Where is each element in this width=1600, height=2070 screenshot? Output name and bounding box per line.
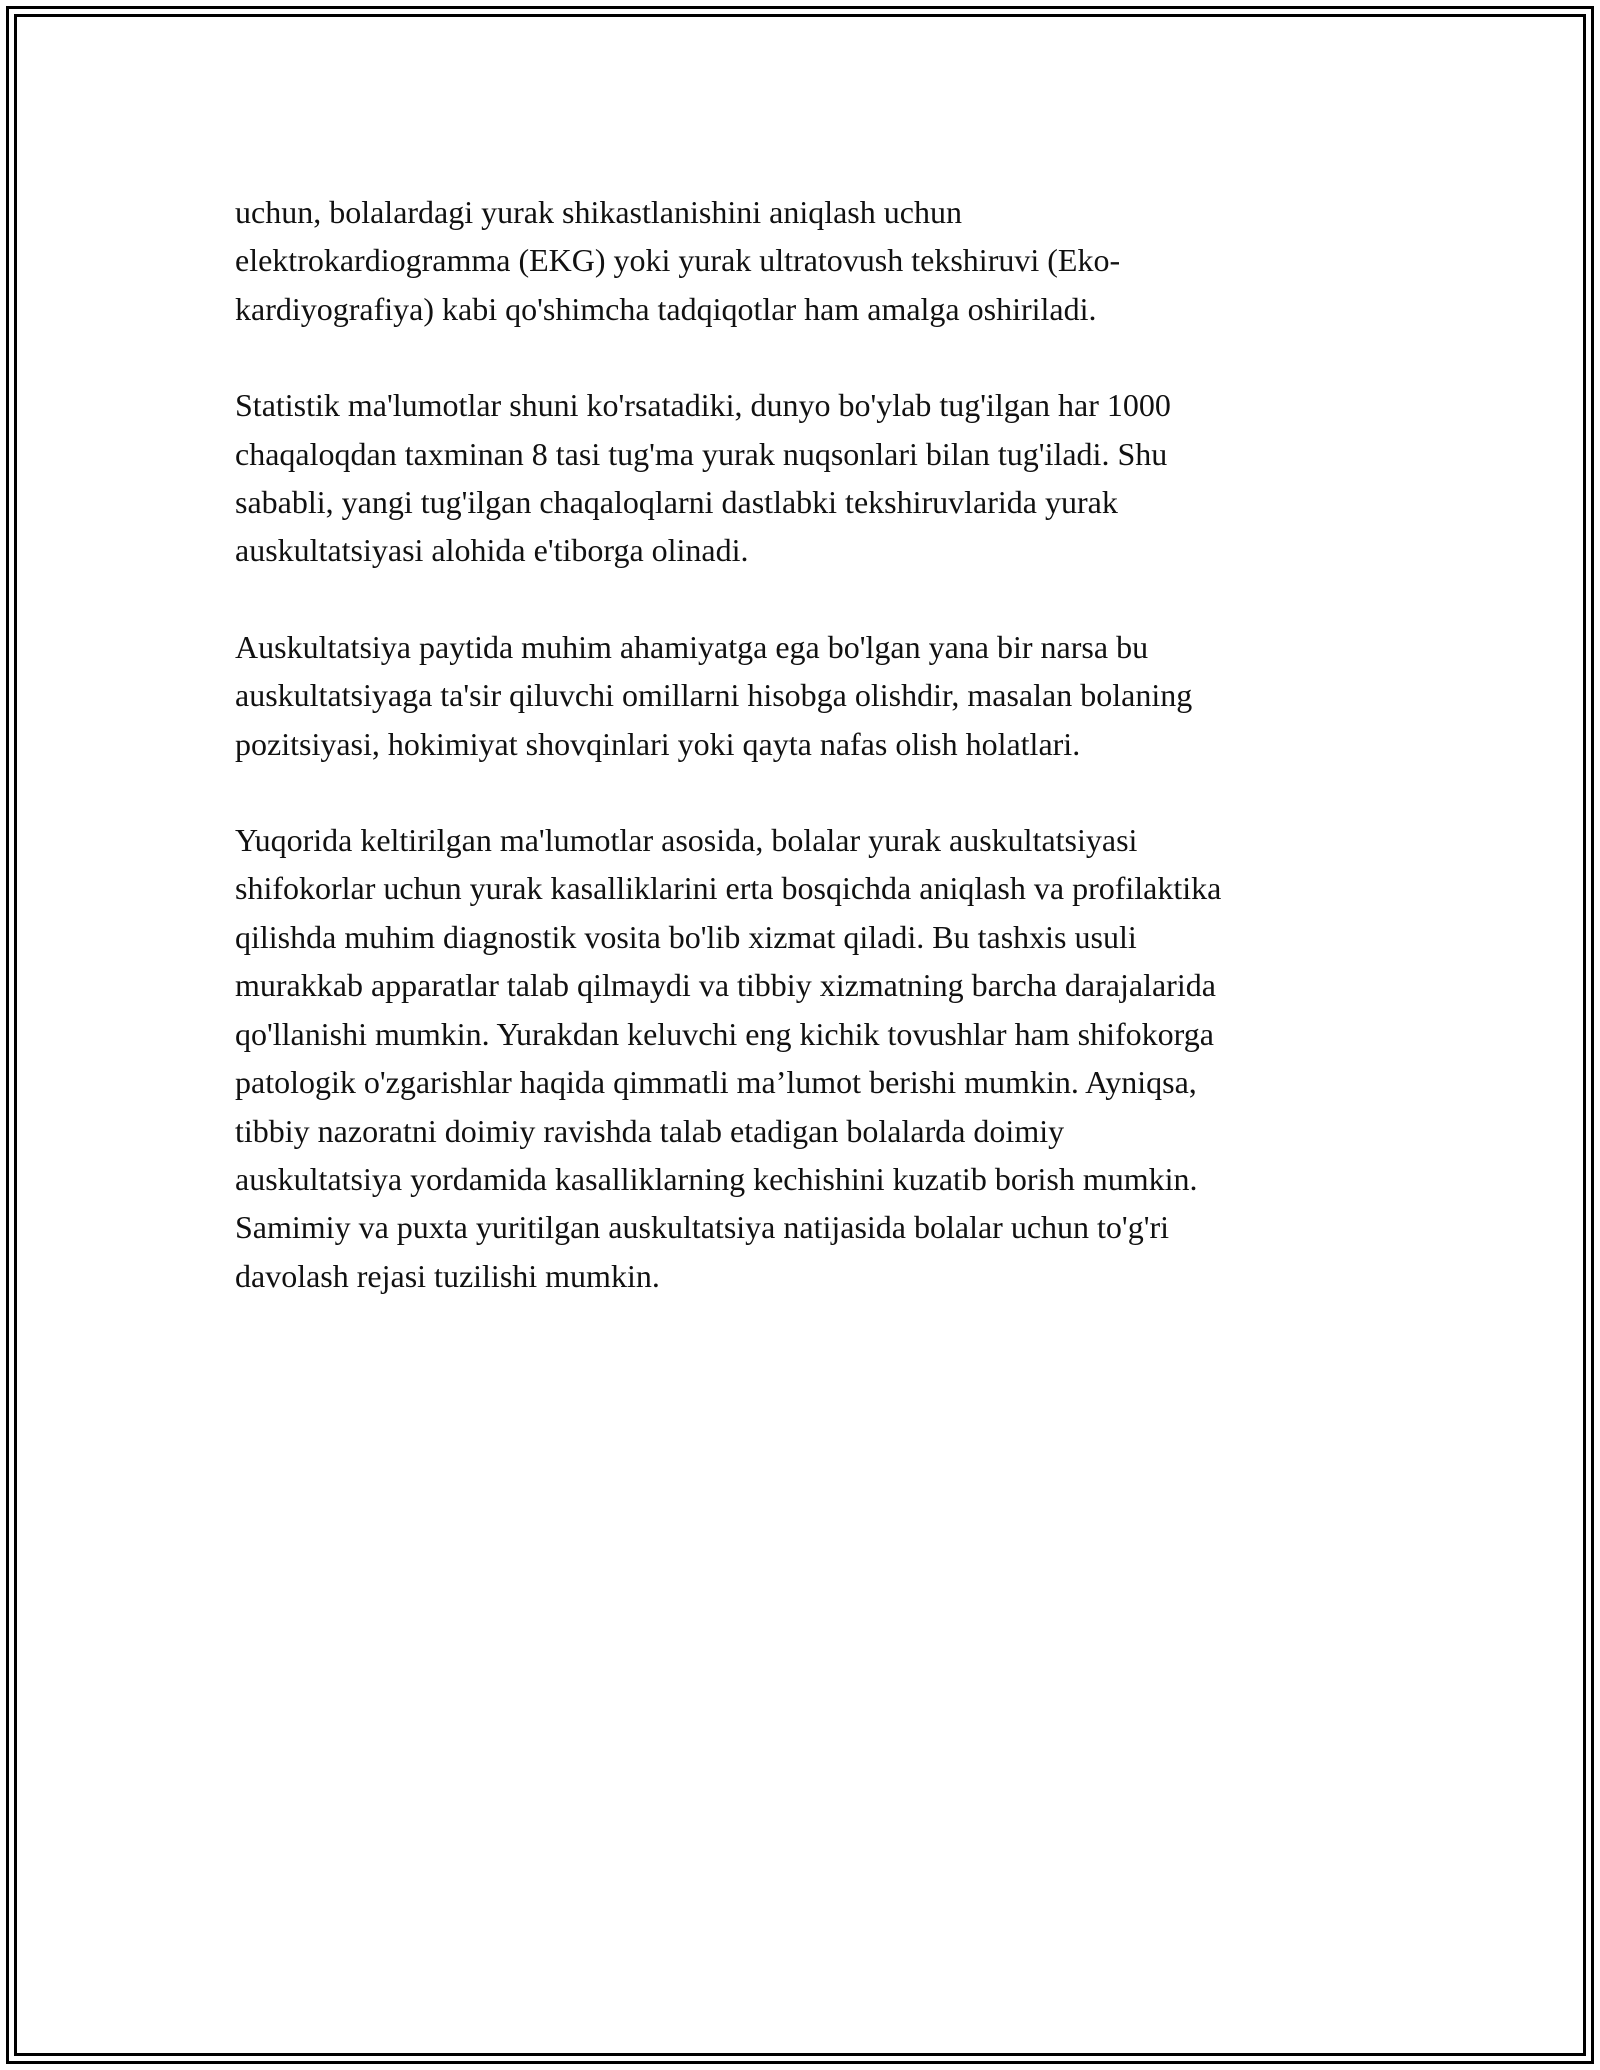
text-line: Samimiy va puxta yuritilgan auskultatsiya natijasida bolalar uchun to'g'ri — [235, 1209, 1169, 1246]
text-line: qo'llanishi mumkin. Yurakdan keluvchi eng kichik tovushlar ham shifokorga — [235, 1015, 1214, 1052]
text-line: shifokorlar uchun yurak kasalliklarini erta bosqichda aniqlash va profilaktika — [235, 870, 1222, 907]
paragraph-conclusion — [235, 816, 1375, 1300]
text-line: kardiyografiya) kabi qo'shimcha tadqiqotlar ham amalga oshiriladi. — [235, 290, 1097, 327]
text-line: auskultatsiyasi alohida e'tiborga olinadi. — [235, 532, 749, 569]
text-line: Yuqorida keltirilgan ma'lumotlar asosida, bolalar yurak auskultatsiyasi — [235, 822, 1138, 859]
text-line: auskultatsiyaga ta'sir qiluvchi omillarni hisobga olishdir, masalan bolaning — [235, 677, 1193, 714]
paragraph-statistics — [235, 381, 1375, 575]
text-line: Statistik ma'lumotlar shuni ko'rsatadiki, dunyo bo'ylab tug'ilgan har 1000 — [235, 387, 1171, 424]
text-line: murakkab apparatlar talab qilmaydi va tibbiy xizmatning barcha darajalarida — [235, 967, 1216, 1004]
text-line: sababli, yangi tug'ilgan chaqaloqlarni dastlabki tekshiruvlarida yurak — [235, 484, 1118, 521]
text-line: qilishda muhim diagnostik vosita bo'lib xizmat qiladi. Bu tashxis usuli — [235, 918, 1137, 955]
text-line: patologik o'zgarishlar haqida qimmatli ma’lumot berishi mumkin. Ayniqsa, — [235, 1064, 1197, 1101]
text-line: davolash rejasi tuzilishi mumkin. — [235, 1257, 660, 1294]
text-line: chaqaloqdan taxminan 8 tasi tug'ma yurak nuqsonlari bilan tug'iladi. Shu — [235, 435, 1168, 472]
text-line: uchun, bolalardagi yurak shikastlanishini aniqlash uchun — [235, 194, 962, 230]
text-line: auskultatsiya yordamida kasalliklarning kechishini kuzatib borish mumkin. — [235, 1160, 1198, 1197]
text-line: Auskultatsiya paytida muhim ahamiyatga ega bo'lgan yana bir narsa bu — [235, 628, 1149, 665]
document-body — [235, 188, 1375, 1348]
text-line: elektrokardiogramma (EKG) yoki yurak ultratovush tekshiruvi (Eko- — [235, 242, 1121, 279]
paragraph-diagnostics — [235, 188, 1375, 333]
text-line: pozitsiyasi, hokimiyat shovqinlari yoki qayta nafas olish holatlari. — [235, 725, 1081, 762]
paragraph-factors — [235, 623, 1375, 768]
text-line: tibbiy nazoratni doimiy ravishda talab etadigan bolalarda doimiy — [235, 1112, 1065, 1149]
